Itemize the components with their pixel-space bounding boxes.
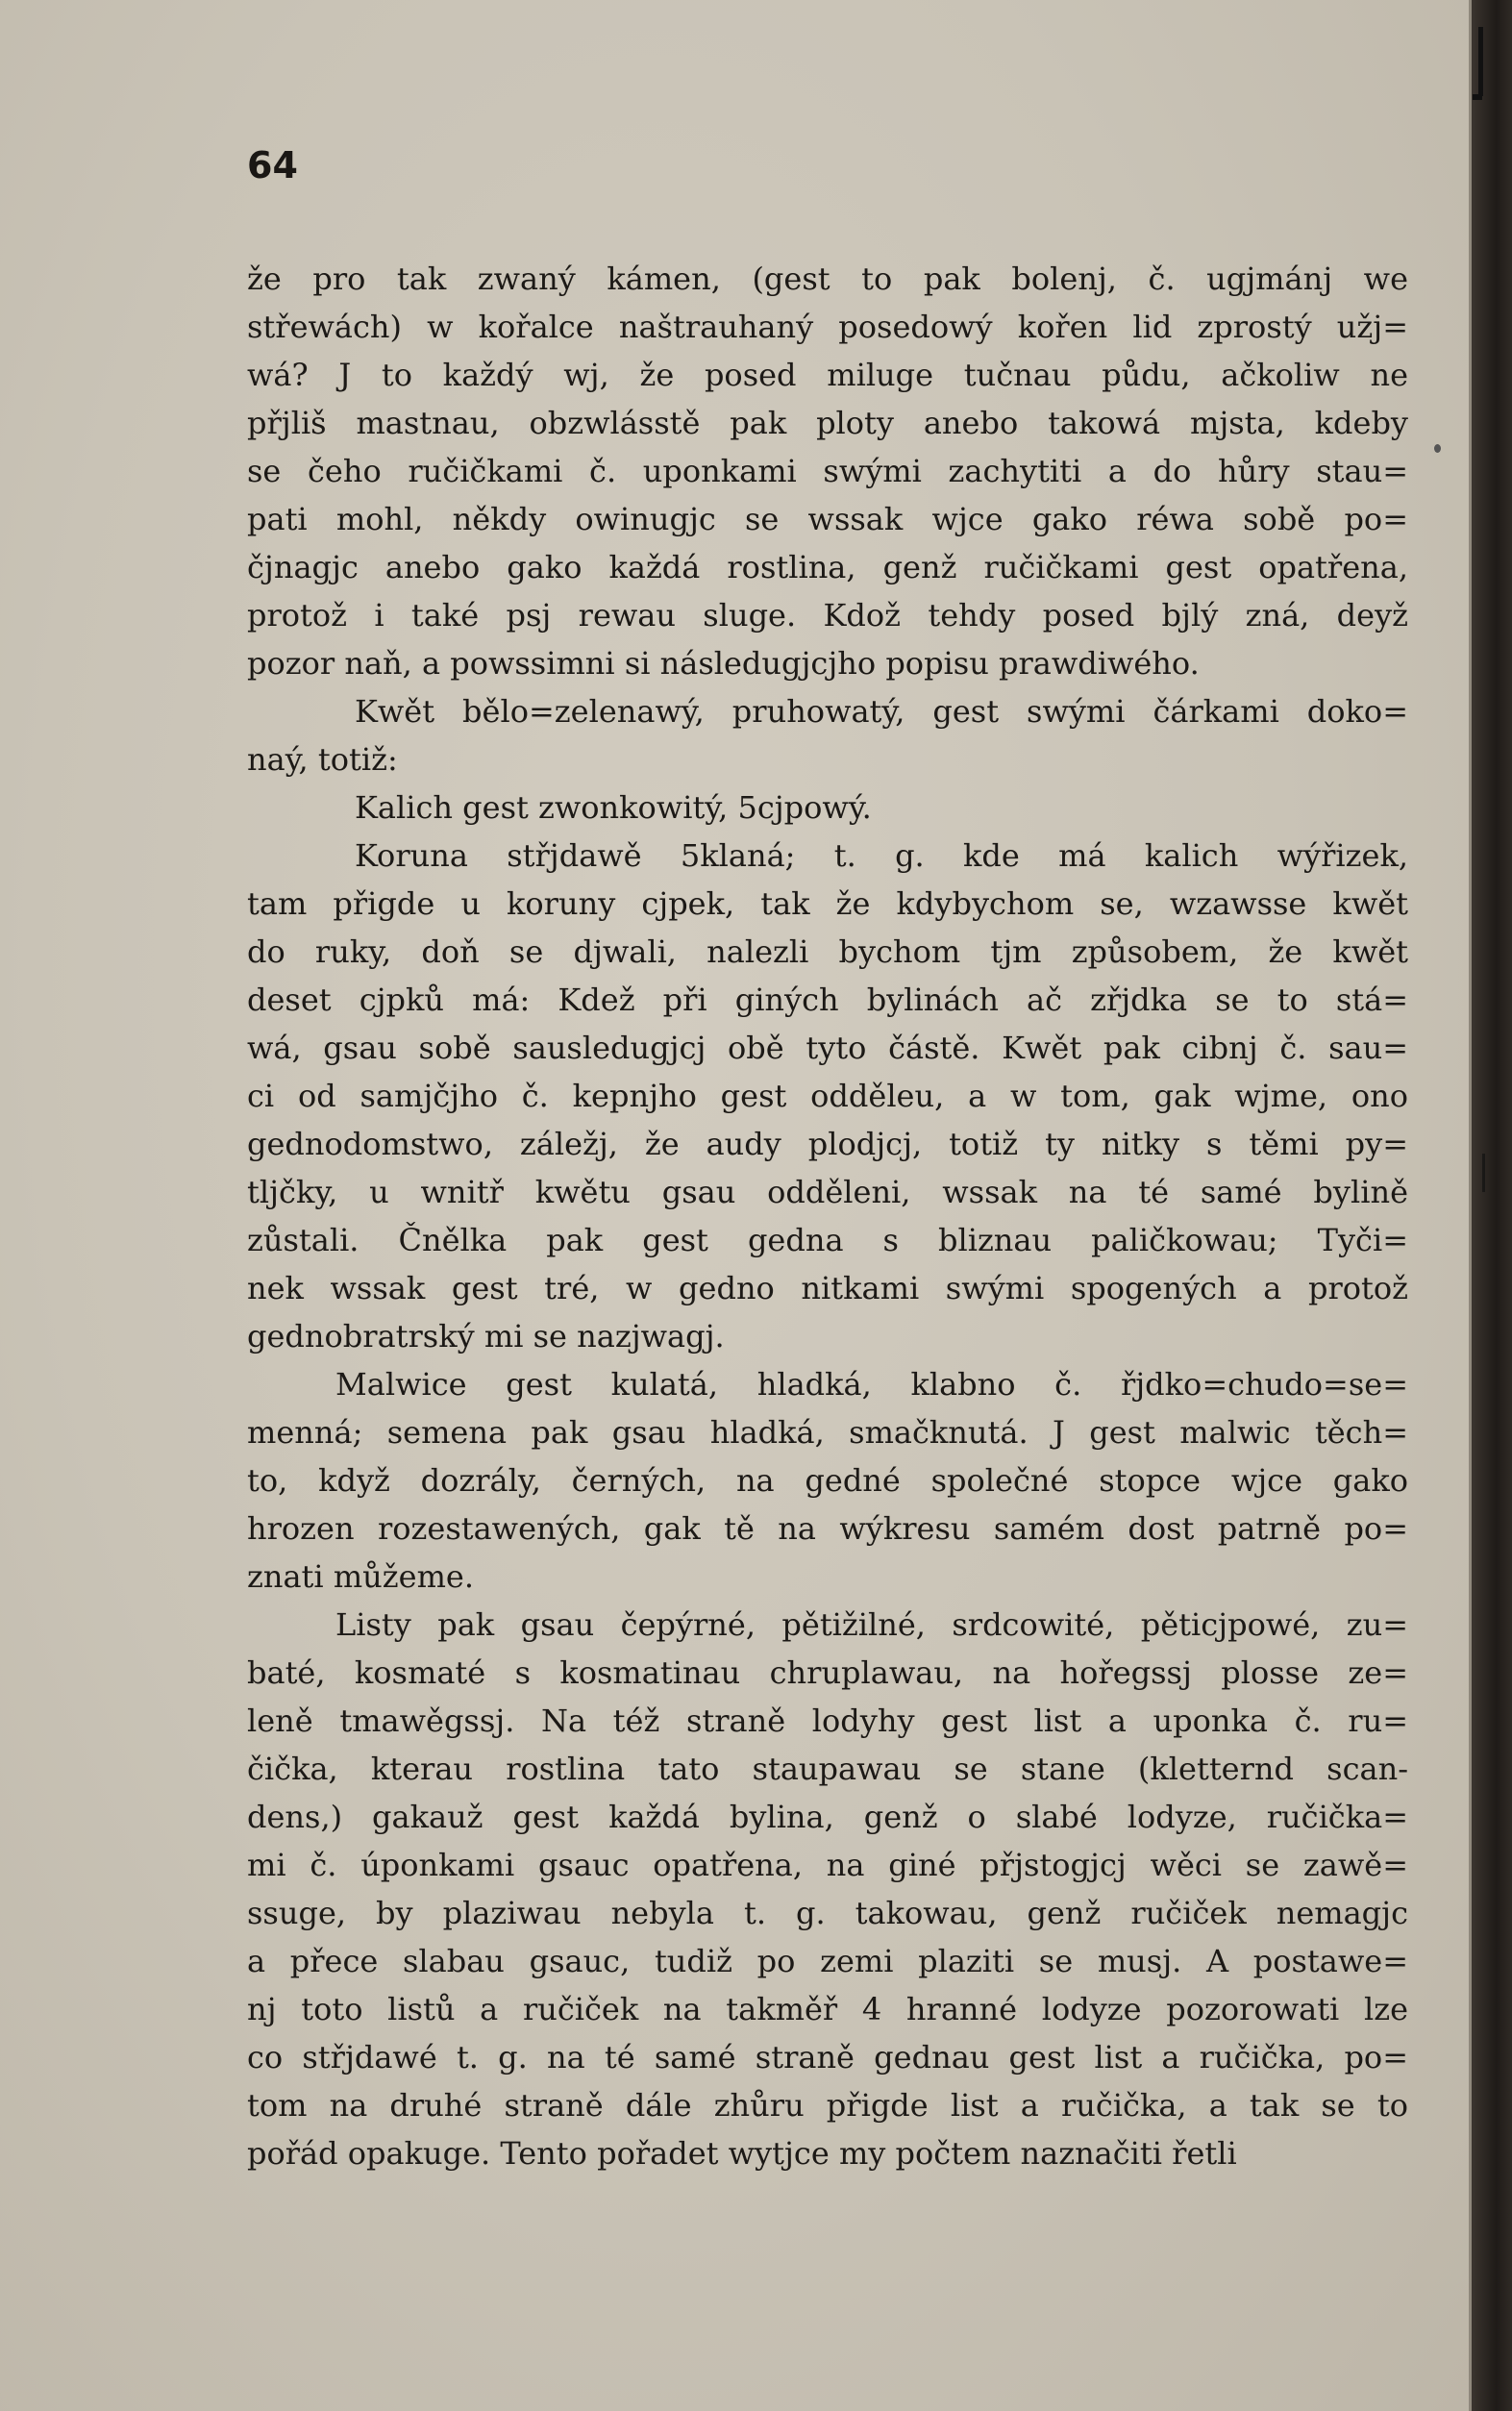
text-line: baté, kosmaté s kosmatinau chruplawau, na hořegssj plosse ze= bbox=[247, 1654, 1408, 1691]
edge-mark bbox=[1473, 94, 1482, 100]
text-line: Listy pak gsau čepýrné, pětižilné, srdcowité, pěticjpowé, zu= bbox=[335, 1606, 1408, 1643]
text-line: dens,) gakauž gest každá bylina, genž o slabé lodyze, ručička= bbox=[247, 1799, 1408, 1835]
text-line: zůstali. Čnělka pak gest gedna s bliznau paličkowau; Tyči= bbox=[247, 1222, 1408, 1258]
text-line: se čeho ručičkami č. uponkami swými zachytiti a do hůry stau= bbox=[247, 453, 1408, 489]
text-line: nek wssak gest tré, w gedno nitkami swými spogených a protož bbox=[247, 1270, 1408, 1306]
ink-speck bbox=[1434, 444, 1441, 453]
text-line: wá, gsau sobě sausledugjcj obě tyto částě. Kwět pak cibnj č. sau= bbox=[247, 1030, 1408, 1066]
text-line: střewách) w kořalce naštrauhaný posedowý kořen lid zprostý užj= bbox=[247, 309, 1408, 345]
text-line: menná; semena pak gsau hladká, smačknutá. J gest malwic těch= bbox=[247, 1414, 1408, 1451]
text-line: tljčky, u wnitř kwětu gsau odděleni, wssak na té samé bylině bbox=[247, 1174, 1408, 1210]
text-line: gednodomstwo, záležj, že audy plodjcj, totiž ty nitky s těmi py= bbox=[247, 1126, 1408, 1162]
text-line: co střjdawé t. g. na té samé straně gednau gest list a ručička, po= bbox=[247, 2039, 1408, 2075]
text-line: čička, kterau rostlina tato staupawau se stane (kletternd scan- bbox=[247, 1751, 1408, 1787]
body-text bbox=[247, 255, 1408, 2177]
text-line: že pro tak zwaný kámen, (gest to pak bolenj, č. ugjmánj we bbox=[247, 261, 1408, 297]
text-line: Kalich gest zwonkowitý, 5cjpowý. bbox=[355, 789, 872, 826]
text-line: pořád opakuge. Tento pořadet wytjce my počtem naznačiti řetli bbox=[247, 2135, 1237, 2172]
text-line: nj toto listů a ručiček na takměř 4 hranné lodyze pozorowati lze bbox=[247, 1991, 1408, 2027]
text-line: tam přigde u koruny cjpek, tak že kdybychom se, wzawsse kwět bbox=[247, 885, 1408, 922]
text-line: a přece slabau gsauc, tudiž po zemi plaziti se musj. A postawe= bbox=[247, 1943, 1408, 1979]
text-line: přjliš mastnau, obzwlásstě pak ploty anebo takowá mjsta, kdeby bbox=[247, 405, 1408, 441]
text-line: tom na druhé straně dále zhůru přigde list a ručička, a tak se to bbox=[247, 2087, 1408, 2124]
edge-mark bbox=[1478, 27, 1483, 96]
text-line: hrozen rozestawených, gak tě na wýkresu samém dost patrně po= bbox=[247, 1510, 1408, 1547]
text-line: znati můžeme. bbox=[247, 1558, 475, 1595]
book-spine-edge bbox=[1472, 0, 1512, 2411]
page-number: 64 bbox=[247, 144, 298, 186]
text-line: deset cjpků má: Kdež při giných bylinách ač zřjdka se to stá= bbox=[247, 982, 1408, 1018]
text-line: Malwice gest kulatá, hladká, klabno č. řjdko=chudo=se= bbox=[335, 1366, 1408, 1403]
text-line: pati mohl, někdy owinugjc se wssak wjce gako réwa sobě po= bbox=[247, 501, 1408, 537]
text-line: Koruna střjdawě 5klaná; t. g. kde má kalich wýřizek, bbox=[355, 837, 1408, 874]
text-line: mi č. úponkami gsauc opatřena, na giné přjstogjcj wěci se zawě= bbox=[247, 1847, 1408, 1883]
text-line: protož i také psj rewau sluge. Kdož tehdy posed bjlý zná, deyž bbox=[247, 597, 1408, 634]
text-line: wá? J to každý wj, že posed miluge tučnau půdu, ačkoliw ne bbox=[247, 357, 1408, 393]
text-line: Kwět bělo=zelenawý, pruhowatý, gest swými čárkami doko= bbox=[355, 693, 1408, 730]
text-line: ci od samjčjho č. kepnjho gest odděleu, a w tom, gak wjme, ono bbox=[247, 1078, 1408, 1114]
text-line: gednobratrský mi se nazjwagj. bbox=[247, 1318, 725, 1355]
text-line: leně tmawěgssj. Na též straně lodyhy gest list a uponka č. ru= bbox=[247, 1703, 1408, 1739]
text-line: do ruky, doň se djwali, nalezli bychom tjm způsobem, že kwět bbox=[247, 933, 1408, 970]
text-line: to, když dozrály, černých, na gedné společné stopce wjce gako bbox=[247, 1462, 1408, 1499]
text-line: naý, totiž: bbox=[247, 741, 398, 778]
edge-mark bbox=[1482, 1154, 1485, 1192]
text-line: pozor naň, a powssimni si následugjcjho popisu prawdiwého. bbox=[247, 645, 1200, 682]
text-line: ssuge, by plaziwau nebyla t. g. takowau, genž ručiček nemagjc bbox=[247, 1895, 1408, 1931]
text-line: čjnagjc anebo gako každá rostlina, genž ručičkami gest opatřena, bbox=[247, 549, 1408, 585]
